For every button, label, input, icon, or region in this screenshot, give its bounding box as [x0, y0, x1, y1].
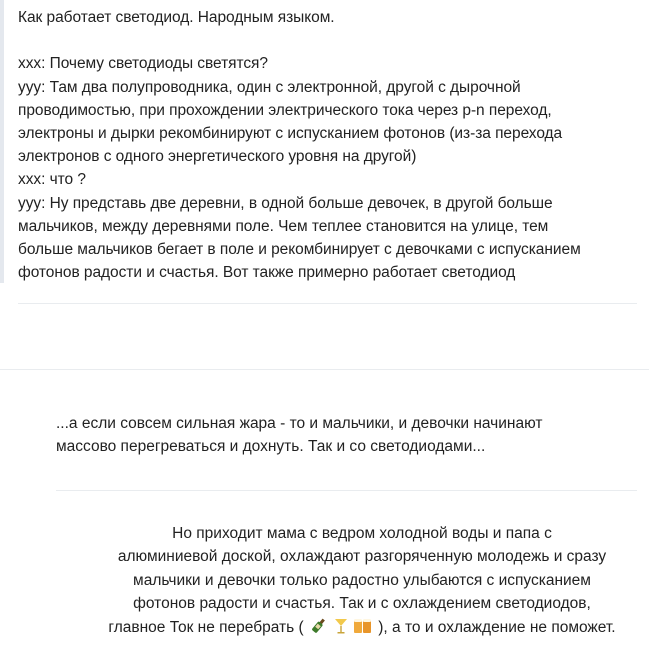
post-line: больше мальчиков бегает в поле и рекомбинирует с девочками с испусканием: [18, 240, 581, 258]
comment-line: массово перегреваться и дохнуть. Так и со светодиодами...: [56, 438, 486, 455]
comment-line: алюминиевой доской, охлаждают разгоряченную молодежь и сразу: [117, 548, 607, 566]
post-line: yyy: Там два полупроводника, один с электронной, другой с дырочной: [18, 78, 521, 96]
post-line: yyy: Ну представь две деревни, в одной больше девочек, в другой больше: [18, 194, 553, 212]
post-block: [0, 0, 649, 283]
comment-line: мальчики и девочки только радостно улыбаются с испусканием: [133, 571, 591, 589]
post-text: [18, 6, 638, 284]
post-line: xxx: что ?: [18, 171, 86, 189]
quote-bar: [0, 0, 4, 283]
comment-fragment: ), а то и охлаждение не поможет.: [373, 618, 616, 636]
cocktail-glass-icon: [331, 617, 351, 635]
divider: [0, 369, 649, 370]
comment-line-with-emoji: [88, 616, 636, 639]
post-line: мальчиков, между деревнями поле. Чем теплее становится на улице, тем: [18, 217, 549, 235]
comment-text: [56, 412, 616, 458]
post-blank-line: [18, 29, 638, 52]
divider: [18, 303, 637, 304]
comment-text: [88, 522, 636, 639]
post-line: электроны и дырки рекомбинируют с испусканием фотонов (из-за перехода: [18, 124, 563, 142]
comment-line: ...а если совсем сильная жара - то и мальчики, и девочки начинают: [56, 415, 543, 432]
post-line: xxx: Почему светодиоды светятся?: [18, 55, 268, 73]
post-line: фотонов радости и счастья. Вот также примерно работает светодиод: [18, 264, 516, 282]
comment-line: фотонов радости и счастья. Так и с охлаждением светодиодов,: [133, 595, 591, 613]
post-line: электронов с одного энергетического уровня на другой): [18, 148, 417, 166]
comment-line: Но приходит мама с ведром холодной воды и папа с: [172, 525, 552, 542]
divider: [56, 490, 637, 491]
post-title: Как работает светодиод. Народным языком.: [18, 9, 335, 26]
comment-fragment: главное Ток не перебрать (: [108, 618, 308, 636]
bottle-icon: [309, 617, 329, 635]
post-line: проводимостью, при прохождении электрического тока через p-n переход,: [18, 101, 552, 119]
beer-mugs-icon: [353, 617, 373, 635]
